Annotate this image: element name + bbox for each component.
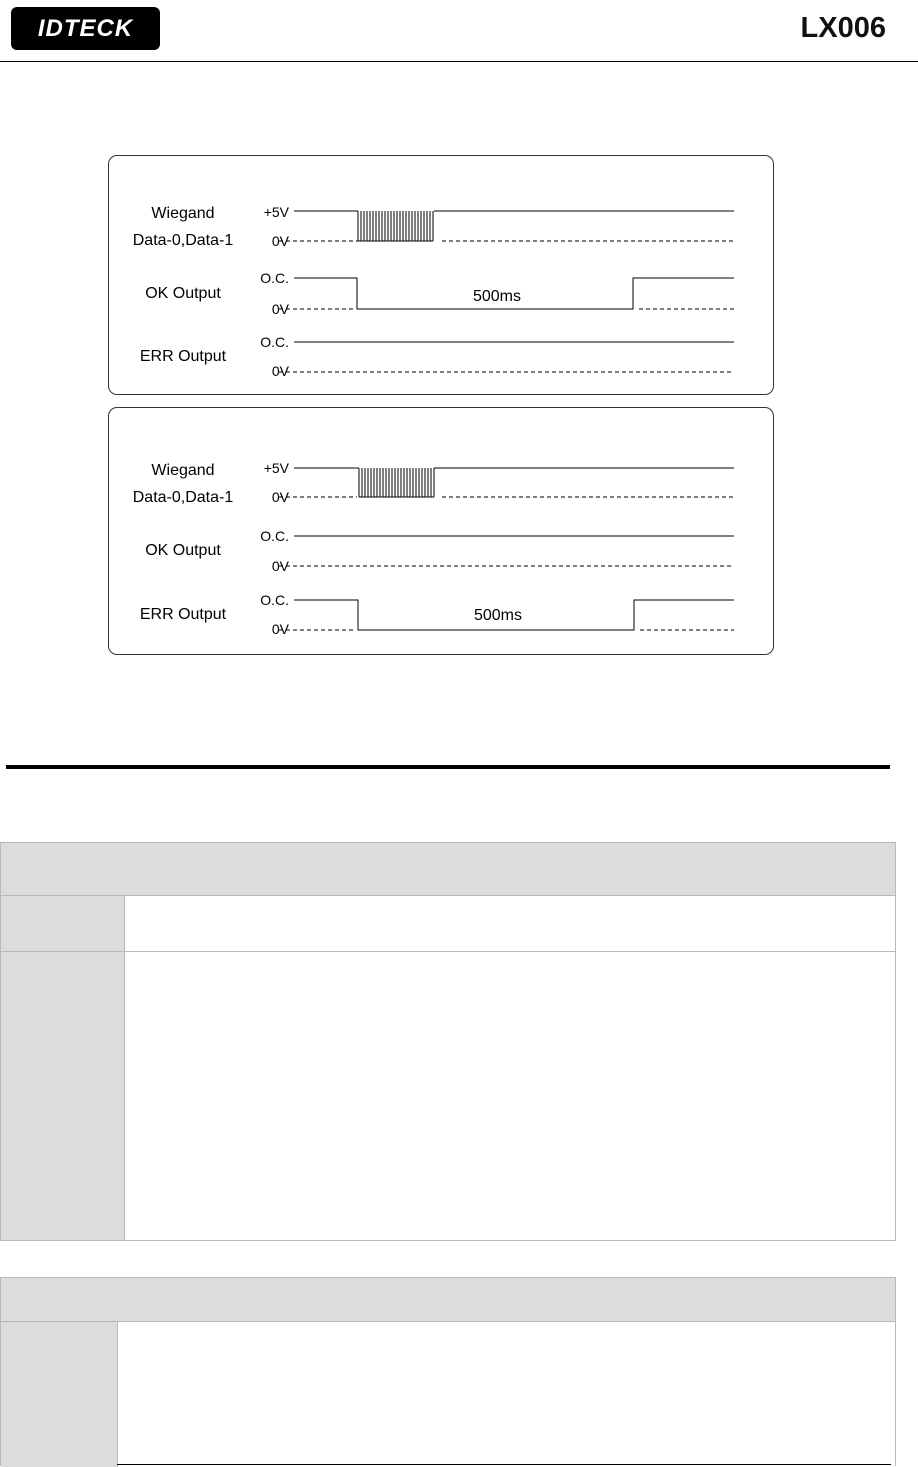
wiegand-label: Wiegand xyxy=(151,205,215,222)
wiegand-label: Wiegand xyxy=(151,462,215,479)
ok-high-label: O.C. xyxy=(260,528,289,544)
timing-diagram-err xyxy=(108,407,774,655)
idteck-logo xyxy=(11,7,160,50)
wiegand-data-burst xyxy=(359,468,434,497)
wiegand-low-label: 0V xyxy=(271,233,289,249)
spec-table-1-rule xyxy=(1,895,895,896)
err-output-label: ERR Output xyxy=(139,348,227,365)
logo-text: IDTECK xyxy=(37,15,134,42)
ok-high-label: O.C. xyxy=(260,270,289,286)
spec-table-1 xyxy=(0,842,896,1241)
err-low-label: 0V xyxy=(271,363,289,379)
spec-table-2-row1-label-cell xyxy=(1,1322,117,1467)
ok-low-label: 0V xyxy=(271,558,289,574)
timing-diagram-ok xyxy=(108,155,774,395)
ok-pulse-duration: 500ms xyxy=(472,288,522,305)
err-high-label: O.C. xyxy=(260,592,289,608)
spec-table-1-rule xyxy=(1,951,895,952)
spec-table-1-header xyxy=(1,843,895,895)
timing-diagram-err-svg xyxy=(109,408,775,656)
spec-table-1-column-rule xyxy=(124,895,125,1240)
wiegand-high-label: +5V xyxy=(263,204,289,220)
spec-table-2-header xyxy=(1,1278,895,1321)
err-pulse-duration: 500ms xyxy=(473,607,523,624)
timing-diagram-ok-svg xyxy=(109,156,775,396)
spec-table-2-column-rule xyxy=(117,1321,118,1467)
spec-table-2 xyxy=(0,1277,896,1466)
wiegand-sublabel: Data-0,Data-1 xyxy=(132,232,234,249)
ok-output-label: OK Output xyxy=(145,285,221,302)
wiegand-low-label: 0V xyxy=(271,489,289,505)
ok-output-label: OK Output xyxy=(145,542,221,559)
section-divider xyxy=(6,765,890,769)
spec-table-2-rule xyxy=(1,1321,895,1322)
model-number: LX006 xyxy=(800,12,886,44)
spec-table-1-row2-label-cell xyxy=(1,952,124,1240)
spec-table-1-row1-label-cell xyxy=(1,895,124,951)
wiegand-sublabel: Data-0,Data-1 xyxy=(132,489,234,506)
wiegand-data-burst xyxy=(358,211,433,241)
err-output-label: ERR Output xyxy=(139,606,227,623)
spec-table-2-bottom-rule xyxy=(117,1464,891,1465)
ok-low-label: 0V xyxy=(271,301,289,317)
wiegand-high-label: +5V xyxy=(263,460,289,476)
err-low-label: 0V xyxy=(271,621,289,637)
err-high-label: O.C. xyxy=(260,334,289,350)
header-divider xyxy=(0,61,918,62)
